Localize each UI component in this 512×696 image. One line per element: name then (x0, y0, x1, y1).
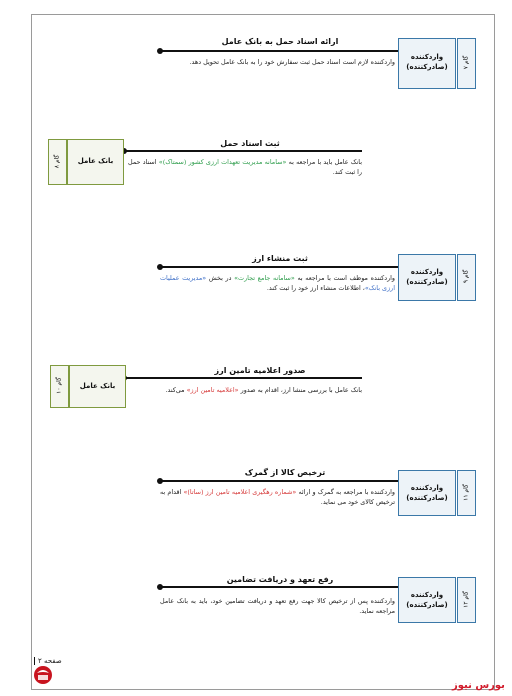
page-number: صفحه ۲ (34, 657, 78, 665)
description-fragment: واردکننده لازم است اسناد حمل ثبت سفارش خود را به بانک عامل تحویل دهد. (189, 58, 395, 66)
actor-label: واردکننده (صادرکننده) (406, 53, 448, 71)
description-fragment: «مدیریت عملیات ارزی بانک» (160, 274, 395, 292)
description-fragment: ، اطلاعات منشاء ارز خود را ثبت کند. (266, 283, 365, 292)
step-number: گام ۱۰ (55, 377, 63, 394)
step-number-box (457, 470, 476, 516)
connector-line (124, 377, 362, 379)
actor-label: بانک عامل (77, 157, 114, 165)
description-fragment: بانک عامل با بررسی منشا ارز، اقدام به صدور (238, 386, 362, 394)
step-number: گام ۱۱ (462, 484, 470, 501)
section-description (160, 597, 395, 616)
step-number: گام ۱۲ (462, 591, 470, 608)
section-title: ارائه اسناد حمل به بانک عامل (221, 37, 339, 46)
step-number: گام ۷ (462, 55, 470, 70)
step-number-box (50, 365, 69, 408)
section-title: صدور اعلامیه تامین ارز (214, 366, 306, 375)
actor-label: واردکننده (صادرکننده) (406, 591, 448, 609)
step-number-box (457, 254, 476, 301)
section-description (160, 488, 395, 507)
actor-card (67, 139, 124, 185)
step-number: گام ۸ (53, 154, 61, 169)
connector-line (160, 50, 398, 52)
description-fragment: در بخش (206, 274, 235, 282)
connector-line (124, 150, 362, 152)
actor-card (398, 577, 456, 623)
actor-card (69, 365, 126, 408)
description-fragment: «سامانه مدیریت تعهدات ارزی کشور (سمتاک)» (158, 158, 287, 166)
actor-label: واردکننده (صادرکننده) (406, 268, 448, 286)
actor-label: بانک عامل (79, 382, 116, 390)
section-description (128, 158, 362, 177)
section-description (128, 386, 362, 396)
seal-emblem-icon (32, 664, 54, 686)
actor-card (398, 470, 456, 516)
connector-line (160, 586, 398, 588)
step-number-box (457, 38, 476, 89)
section-description (160, 58, 395, 68)
description-fragment: واردکننده با مراجعه به گمرک و ارائه (296, 488, 396, 496)
section-title: ثبت اسناد حمل (220, 139, 280, 148)
section-title: رفع تعهد و دریافت تضامین (226, 575, 334, 584)
actor-card (398, 254, 456, 301)
description-fragment: اسناد حمل را ثبت کند. (128, 158, 362, 176)
connector-line (160, 480, 398, 482)
step-number-box (48, 139, 67, 185)
step-number-box (457, 577, 476, 623)
section-description (160, 274, 395, 293)
description-fragment: می‌کند. (165, 386, 187, 394)
section-title: ترخیص کالا از گمرک (244, 468, 326, 477)
description-fragment: واردکننده پس از ترخیص کالا جهت رفع تعهد و دریافت تضامین خود، باید به بانک عامل مراجعه نماید. (160, 597, 395, 615)
description-fragment: «شماره رهگیری اعلامیه تامین ارز (ساتا)» (183, 488, 297, 496)
brand-logo: بورس نیوز (452, 680, 505, 691)
description-fragment: «اعلامیه تامین ارز» (186, 386, 239, 394)
description-fragment: اقدام به ترخیص کالای خود می نماید. (160, 488, 395, 506)
actor-card (398, 38, 456, 89)
description-fragment: واردکننده موظف است با مراجعه به (294, 274, 396, 282)
description-fragment: بانک عامل باید با مراجعه به (286, 158, 362, 166)
description-fragment: «سامانه جامع تجارت» (234, 274, 295, 282)
section-title: ثبت منشاء ارز (252, 254, 308, 263)
connector-line (160, 266, 398, 268)
actor-label: واردکننده (صادرکننده) (406, 484, 448, 502)
step-number: گام ۹ (462, 269, 470, 284)
